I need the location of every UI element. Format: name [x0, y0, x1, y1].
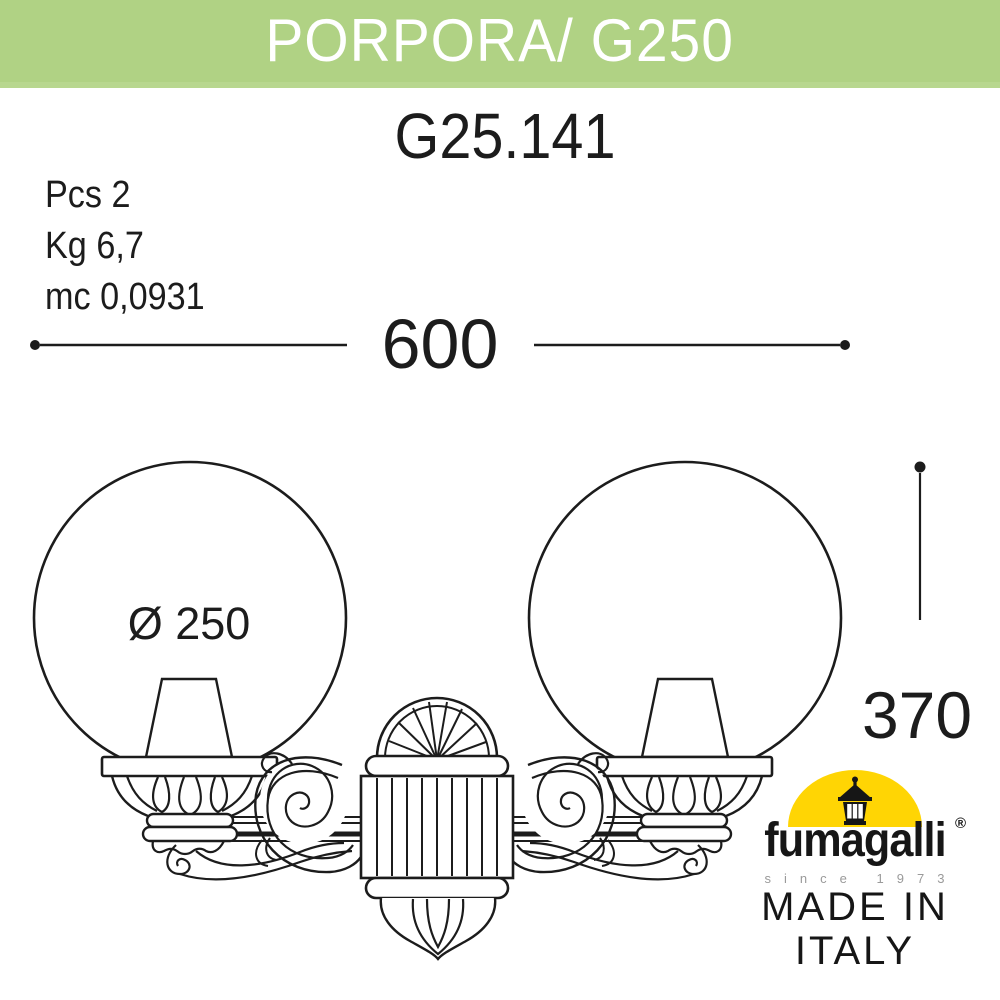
- spec-weight: Kg 6,7: [45, 225, 144, 267]
- wall-mount: [361, 698, 513, 959]
- lamp-collar-upper: [147, 814, 233, 827]
- mount-band-top: [366, 756, 508, 776]
- height-dimension-label: 370: [861, 678, 973, 752]
- made-in-text: MADE IN: [761, 885, 949, 929]
- dimension-dot-top: [915, 462, 926, 473]
- scroll-right: [509, 753, 615, 872]
- width-dimension: [30, 305, 850, 383]
- brand-wordmark: fumagalli: [764, 814, 946, 867]
- spec-volume: mc 0,0931: [45, 276, 205, 318]
- dimension-dot-left: [30, 340, 40, 350]
- lamp-scallop: [153, 841, 224, 854]
- brand-since: since 1973: [764, 871, 958, 886]
- brand-logo: [740, 765, 970, 1000]
- model-number: G25.141: [394, 100, 616, 172]
- mount-finial: [381, 898, 495, 959]
- lamp-plate: [102, 757, 277, 776]
- country-text: ITALY: [794, 929, 916, 973]
- lamp-collar-lower: [143, 827, 237, 841]
- globe-diameter-label: Ø 250: [127, 598, 251, 649]
- lamp-cone: [146, 679, 232, 757]
- dimension-dot-right: [840, 340, 850, 350]
- height-dimension: [862, 462, 972, 753]
- spec-pieces: Pcs 2: [45, 174, 131, 216]
- scroll-left: [255, 753, 361, 872]
- registered-mark: ®: [954, 815, 966, 832]
- width-dimension-label: 600: [381, 305, 499, 383]
- page-title: PORPORA/ G250: [265, 7, 735, 74]
- mount-band-bottom: [366, 878, 508, 898]
